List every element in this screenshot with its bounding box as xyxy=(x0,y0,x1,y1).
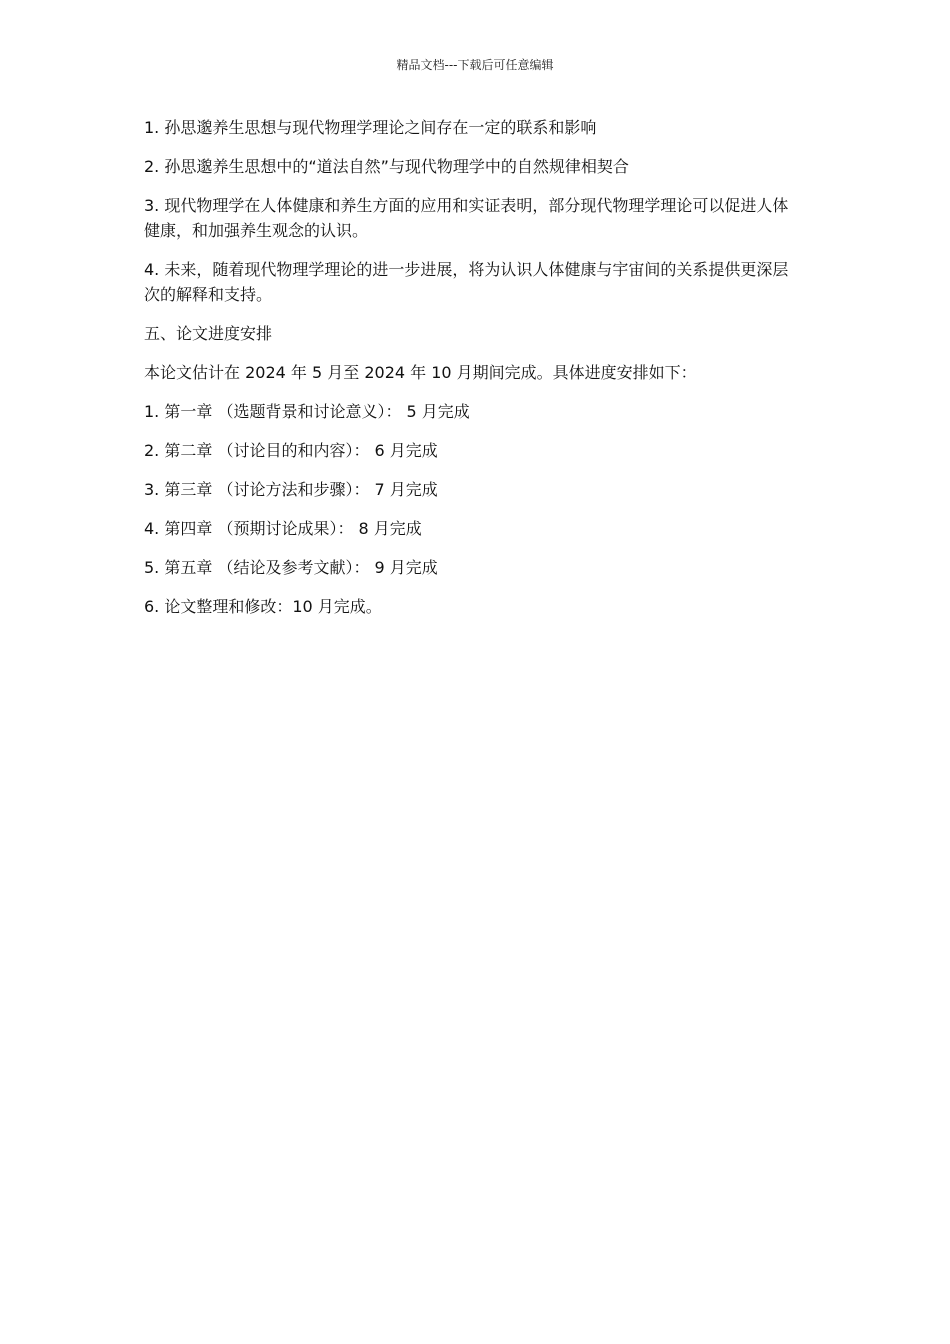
conclusion-item-3: 3. 现代物理学在人体健康和养生方面的应用和实证表明，部分现代物理学理论可以促进人体健康，和加强养生观念的认识。 xyxy=(144,196,789,240)
page-header: 精品文档---下载后可任意编辑 xyxy=(396,58,554,72)
schedule-item-3: 3. 第三章 （讨论方法和步骤）： 7 月完成 xyxy=(144,480,438,499)
document-body xyxy=(144,115,804,633)
conclusion-item-4: 4. 未来，随着现代物理学理论的进一步进展，将为认识人体健康与宇宙间的关系提供更深层次的解释和支持。 xyxy=(144,260,789,304)
schedule-item-4: 4. 第四章 （预期讨论成果）： 8 月完成 xyxy=(144,519,422,538)
conclusion-item-1: 1. 孙思邈养生思想与现代物理学理论之间存在一定的联系和影响 xyxy=(144,118,597,137)
conclusion-item-2: 2. 孙思邈养生思想中的“道法自然”与现代物理学中的自然规律相契合 xyxy=(144,157,629,176)
schedule-item-5: 5. 第五章 （结论及参考文献）： 9 月完成 xyxy=(144,558,438,577)
schedule-item-2: 2. 第二章 （讨论目的和内容）： 6 月完成 xyxy=(144,441,438,460)
section-heading: 五、论文进度安排 xyxy=(144,324,273,343)
schedule-item-1: 1. 第一章 （选题背景和讨论意义）： 5 月完成 xyxy=(144,402,470,421)
schedule-intro: 本论文估计在 2024 年 5 月至 2024 年 10 月期间完成。具体进度安排如下： xyxy=(144,363,697,382)
schedule-item-6: 6. 论文整理和修改：10 月完成。 xyxy=(144,597,382,616)
